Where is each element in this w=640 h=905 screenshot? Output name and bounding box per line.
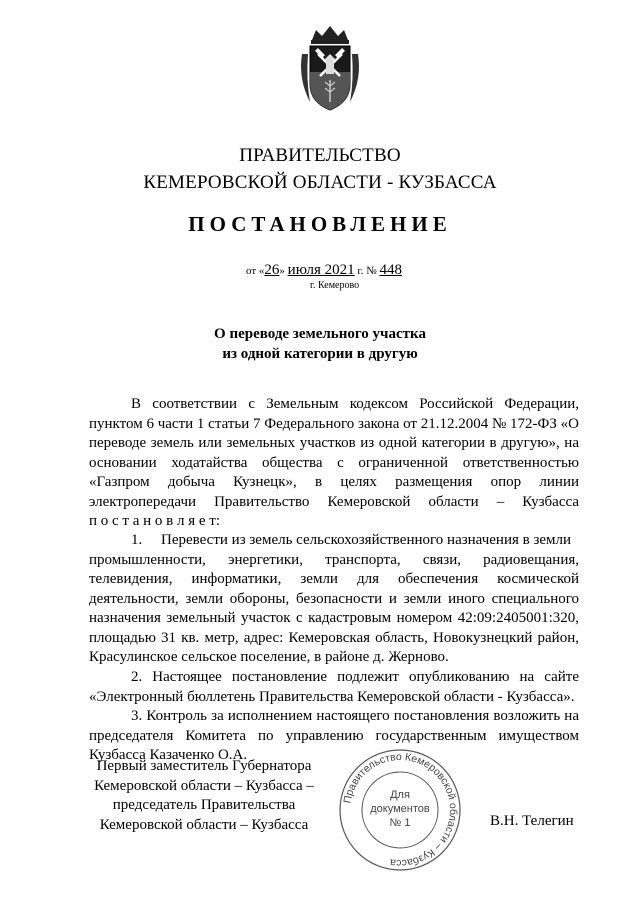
document-number: 448: [379, 262, 402, 278]
government-name-line2: КЕМЕРОВСКОЙ ОБЛАСТИ - КУЗБАССА: [143, 172, 497, 193]
issue-city: г. Кемерово: [310, 280, 360, 291]
body-line: пунктом 6 части 1 статьи 7 Федерального закона от 21.12.2004 № 172-ФЗ «О: [89, 415, 579, 432]
body-line: назначения земельный участок с кадастровым номером 42:09:2405001:320,: [89, 610, 579, 626]
document-type-title: ПОСТАНОВЛЕНИЕ: [188, 212, 452, 236]
intro-paragraph: [89, 395, 579, 532]
body-line: электропередачи Правительство Кемеровской области – Кузбасса: [89, 493, 579, 510]
item-2-paragraph: [89, 668, 579, 707]
number-sign: №: [366, 265, 377, 277]
date-mid: »: [279, 265, 285, 277]
stamp-center-line: Для: [390, 789, 410, 801]
date-month-year: июля 2021: [287, 262, 355, 278]
subject-line2: из одной категории в другую: [222, 346, 418, 362]
body-line: «Газпром добыча Кузнецк», в целях размещения опор линии: [89, 474, 579, 490]
date-prefix: от «: [246, 265, 265, 277]
official-stamp: [338, 748, 462, 872]
signatory-title-line: Кемеровской области – Кузбасса: [99, 816, 309, 833]
item-1-paragraph: [89, 531, 579, 668]
date-number-line: [246, 262, 402, 279]
body-line: В соответствии с Земельным кодексом Российской Федерации,: [131, 396, 579, 412]
date-year-suffix: г.: [357, 265, 364, 277]
stamp-ring-text: Правительство Кемеровской области – Кузбасса: [341, 750, 460, 870]
body-line: телевидения, информатики, земли для обеспечения космической: [89, 571, 579, 587]
body-line: «Электронный бюллетень Правительства Кемеровской области - Кузбасса».: [89, 688, 575, 705]
body-line: переводе земель или земельных участков из одной категории в другую», на: [89, 435, 579, 451]
body-line: деятельности, земли обороны, безопасности и земли иного специального: [89, 590, 579, 607]
body-line: основании ходатайства общества с ограниченной ответственностью: [89, 454, 579, 471]
body-line: п о с т а н о в л я е т:: [89, 513, 221, 529]
date-day: 26: [264, 262, 280, 278]
coat-of-arms-icon: [296, 24, 364, 112]
subject-line1: О переводе земельного участка: [214, 326, 426, 342]
body-line: площадью 31 кв. метр, адрес: Кемеровская область, Новокузнецкий район,: [89, 629, 579, 646]
government-name-line1: ПРАВИТЕЛЬСТВО: [239, 145, 401, 166]
signatory-title-line: Первый заместитель Губернатора: [96, 758, 312, 774]
body-line: председателя Комитета по управлению государственным имуществом: [89, 727, 579, 744]
body-line: промышленности, энергетики, транспорта, связи, радиовещания,: [89, 551, 579, 568]
body-line: 3. Контроль за исполнением настоящего постановления возложить на: [131, 708, 579, 724]
body-line: 2. Настоящее постановление подлежит опубликованию на сайте: [131, 669, 579, 685]
stamp-center-line: документов: [370, 803, 430, 815]
signatory-title: [88, 757, 320, 835]
signatory-name: В.Н. Телегин: [490, 813, 574, 829]
signatory-title-line: Кемеровской области – Кузбасса –: [94, 777, 314, 794]
signatory-title-line: председатель Правительства: [112, 797, 296, 813]
stamp-center-line: № 1: [389, 817, 411, 829]
body-line: 1. Перевести из земель сельскохозяйственного назначения в земли: [131, 532, 572, 548]
body-line: Кузбасса Казаченко О.А.: [89, 747, 248, 763]
body-line: Красулинское сельское поселение, в районе д. Жерново.: [89, 649, 449, 665]
